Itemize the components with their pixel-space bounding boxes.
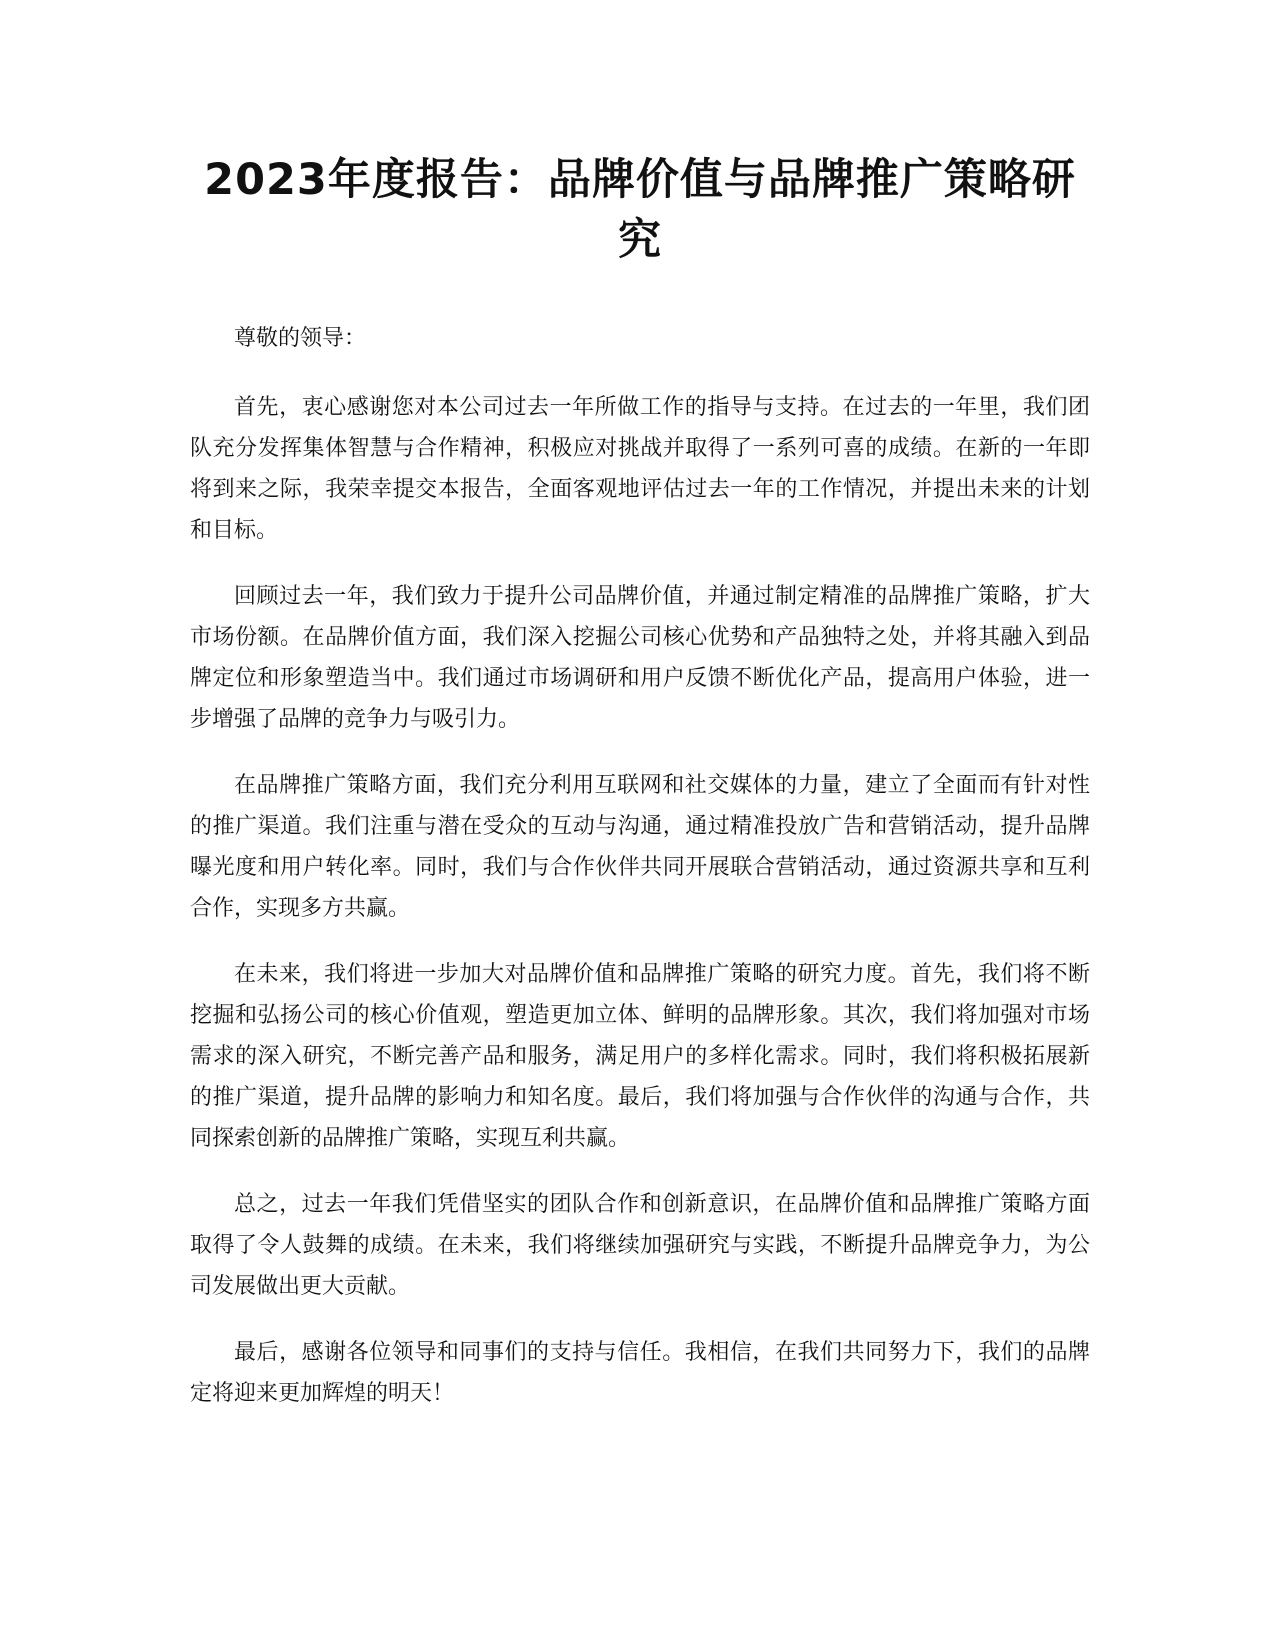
paragraph-review: 回顾过去一年，我们致力于提升公司品牌价值，并通过制定精准的品牌推广策略，扩大市场份额。在品牌价值方面，我们深入挖掘公司核心优势和产品独特之处，并将其融入到品牌定位和形象塑造当中。我们通过市场调研和用户反馈不断优化产品，提高用户体验，进一步增强了品牌的竞争力与吸引力。 [190, 584, 1090, 732]
greeting: 尊敬的领导： [234, 326, 367, 351]
document-body [190, 318, 1090, 1439]
paragraph-intro: 首先，衷心感谢您对本公司过去一年所做工作的指导与支持。在过去的一年里，我们团队充分发挥集体智慧与合作精神，积极应对挑战并取得了一系列可喜的成绩。在新的一年即将到来之际，我荣幸提交本报告，全面客观地评估过去一年的工作情况，并提出未来的计划和目标。 [190, 395, 1090, 543]
paragraph-future: 在未来，我们将进一步加大对品牌价值和品牌推广策略的研究力度。首先，我们将不断挖掘和弘扬公司的核心价值观，塑造更加立体、鲜明的品牌形象。其次，我们将加强对市场需求的深入研究，不断完善产品和服务，满足用户的多样化需求。同时，我们将积极拓展新的推广渠道，提升品牌的影响力和知名度。最后，我们将加强与合作伙伴的沟通与合作，共同探索创新的品牌推广策略，实现互利共赢。 [190, 962, 1090, 1151]
paragraph-promotion: 在品牌推广策略方面，我们充分利用互联网和社交媒体的力量，建立了全面而有针对性的推广渠道。我们注重与潜在受众的互动与沟通，通过精准投放广告和营销活动，提升品牌曝光度和用户转化率。同时，我们与合作伙伴共同开展联合营销活动，通过资源共享和互利合作，实现多方共赢。 [190, 773, 1090, 921]
paragraph-summary: 总之，过去一年我们凭借坚实的团队合作和创新意识，在品牌价值和品牌推广策略方面取得了令人鼓舞的成绩。在未来，我们将继续加强研究与实践，不断提升品牌竞争力，为公司发展做出更大贡献。 [190, 1192, 1090, 1299]
document-title: 2023年度报告：品牌价值与品牌推广策略研究 [204, 155, 1076, 265]
paragraph-closing: 最后，感谢各位领导和同事们的支持与信任。我相信，在我们共同努力下，我们的品牌定将迎来更加辉煌的明天！ [190, 1340, 1090, 1406]
